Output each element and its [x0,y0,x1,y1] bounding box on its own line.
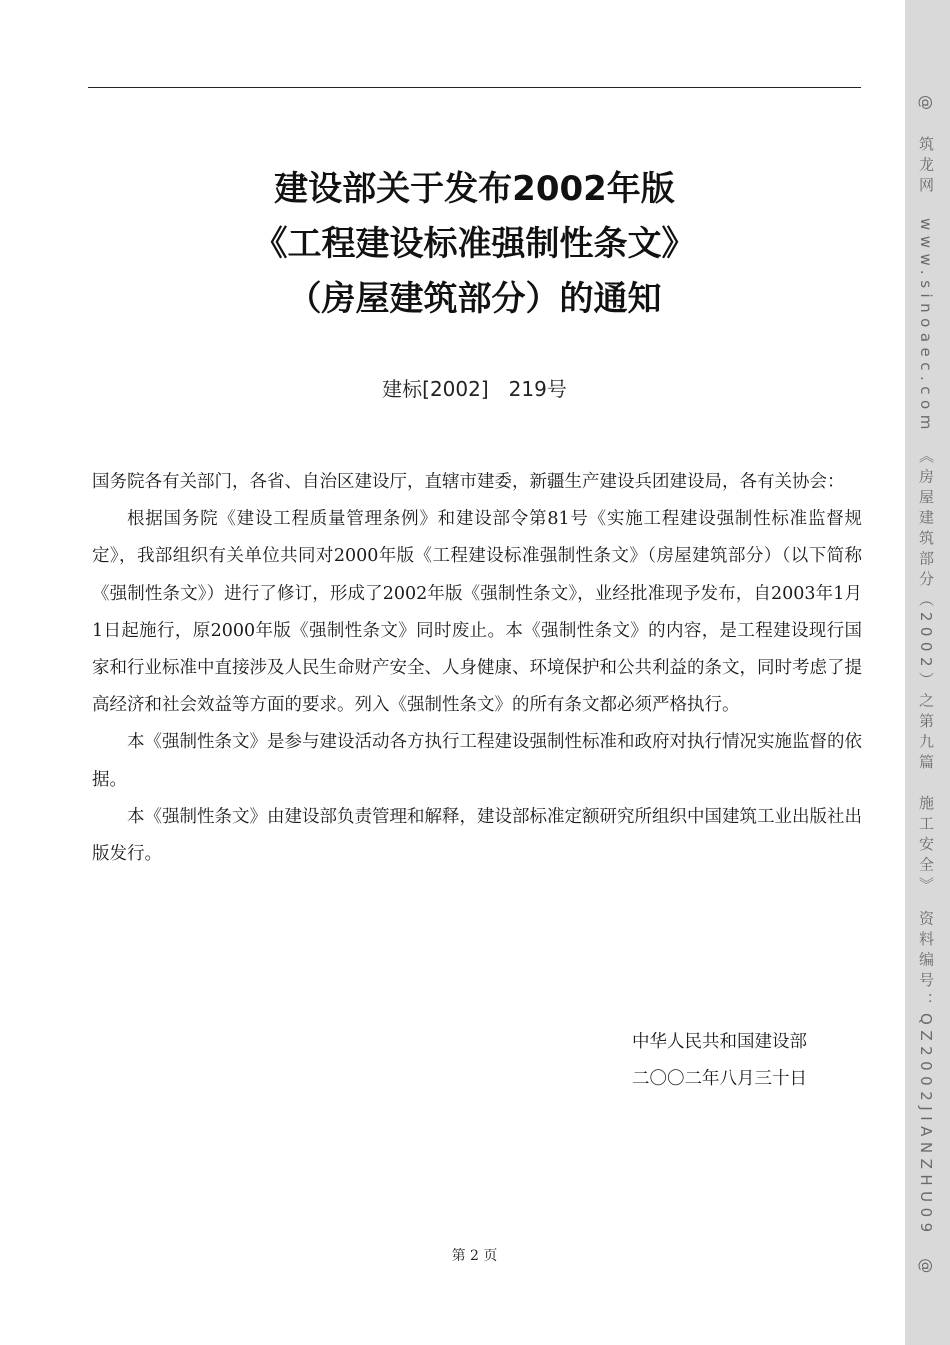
title-line-3: （房屋建筑部分）的通知 [287,279,662,319]
body-paragraph-3: 本《强制性条文》由建设部负责管理和解释，建设部标准定额研究所组织中国建筑工业出版社出版发行。 [92,806,862,865]
page-title [88,162,861,327]
title-line-2: 《工程建设标准强制性条文》 [253,224,696,264]
side-watermark-text: @ 筑龙网 www.sinoaec.com 《房屋建筑部分（2002）之第九篇 施工安全》 资料编号：QZ2002JIANZHU09 @ [917,95,935,1279]
header-rule [88,87,861,88]
body-paragraph-1: 根据国务院《建设工程质量管理条例》和建设部令第81号《实施工程建设强制性标准监督规定》，我部组织有关单位共同对2000年版《工程建设标准强制性条文》（房屋建筑部分）（以下简称《强制性条文》）进行了修订，形成了2002年版《强制性条文》，业经批准现予发布，自2003年1月1日起施行，原2000年版《强制性条文》同时废止。本《强制性条文》的内容，是工程建设现行国家和行业标准中直接涉及人民生命财产安全、人身健康、环境保护和公共利益的条文，同时考虑了提高经济和社会效益等方面的要求。列入《强制性条文》的所有条文都必须严格执行。 [92,509,862,716]
document-body [92,464,862,873]
document-number: 建标[2002] 219号 [382,377,567,401]
issue-date: 二〇〇二年八月三十日 [632,1069,807,1089]
addressee: 国务院各有关部门，各省、自治区建设厅，直辖市建委，新疆生产建设兵团建设局，各有关协会： [92,472,845,492]
page-number: 第 2 页 [451,1248,498,1264]
issuer: 中华人民共和国建设部 [632,1032,807,1052]
side-watermark-strip [905,0,950,1345]
title-line-1: 建设部关于发布2002年版 [274,169,675,209]
body-paragraph-2: 本《强制性条文》是参与建设活动各方执行工程建设强制性标准和政府对执行情况实施监督的依据。 [92,732,862,790]
signature-block [632,1024,807,1098]
